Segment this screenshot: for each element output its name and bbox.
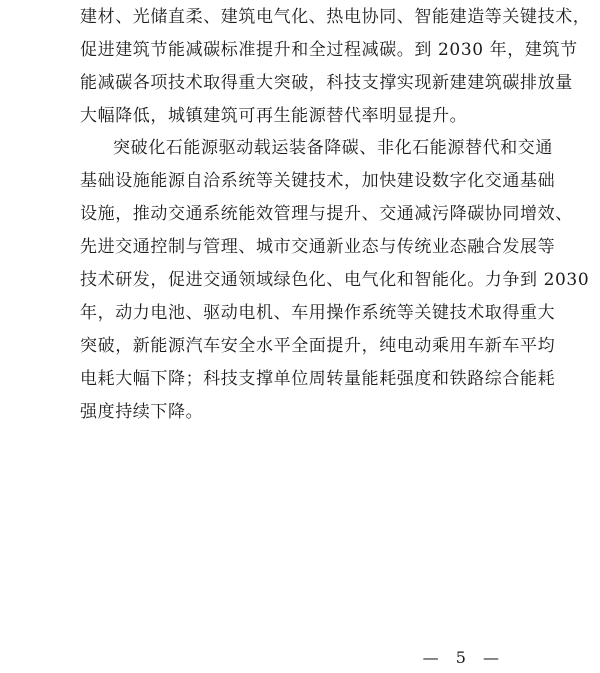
paragraph-2-line-7: 突破，新能源汽车安全水平全面提升，纯电动乘用车新车平均 [80, 336, 556, 356]
paragraph-1-line-2: 促进建筑节能减碳标准提升和全过程减碳。到 2030 年，建筑节 [80, 40, 578, 60]
paragraph-2-line-3: 设施，推动交通系统能效管理与提升、交通减污降碳协同增效、 [80, 204, 573, 224]
paragraph-2-line-5: 技术研发，促进交通领域绿色化、电气化和智能化。力争到 2030 [80, 270, 590, 290]
paragraph-1-line-1: 建材、光储直柔、建筑电气化、热电协同、智能建造等关键技术， [80, 7, 591, 27]
paragraph-2-line-4: 先进交通控制与管理、城市交通新业态与传统业态融合发展等 [80, 237, 556, 257]
paragraph-2-line-9: 强度持续下降。 [80, 402, 204, 422]
paragraph-1-line-4: 大幅降低，城镇建筑可再生能源替代率明显提升。 [80, 106, 468, 126]
paragraph-2-line-8: 电耗大幅下降；科技支撑单位周转量能耗强度和铁路综合能耗 [80, 369, 556, 389]
paragraph-2-line-1: 突破化石能源驱动载运装备降碳、非化石能源替代和交通 [113, 138, 553, 158]
paragraph-2-line-2: 基础设施能源自洽系统等关键技术，加快建设数字化交通基础 [80, 171, 556, 191]
page-number: — 5 — [422, 648, 505, 667]
page-number-footer [0, 648, 600, 668]
paragraph-1-line-3: 能减碳各项技术取得重大突破，科技支撑实现新建建筑碳排放量 [80, 73, 573, 93]
paragraph-2-line-6: 年，动力电池、驱动电机、车用操作系统等关键技术取得重大 [80, 303, 556, 323]
